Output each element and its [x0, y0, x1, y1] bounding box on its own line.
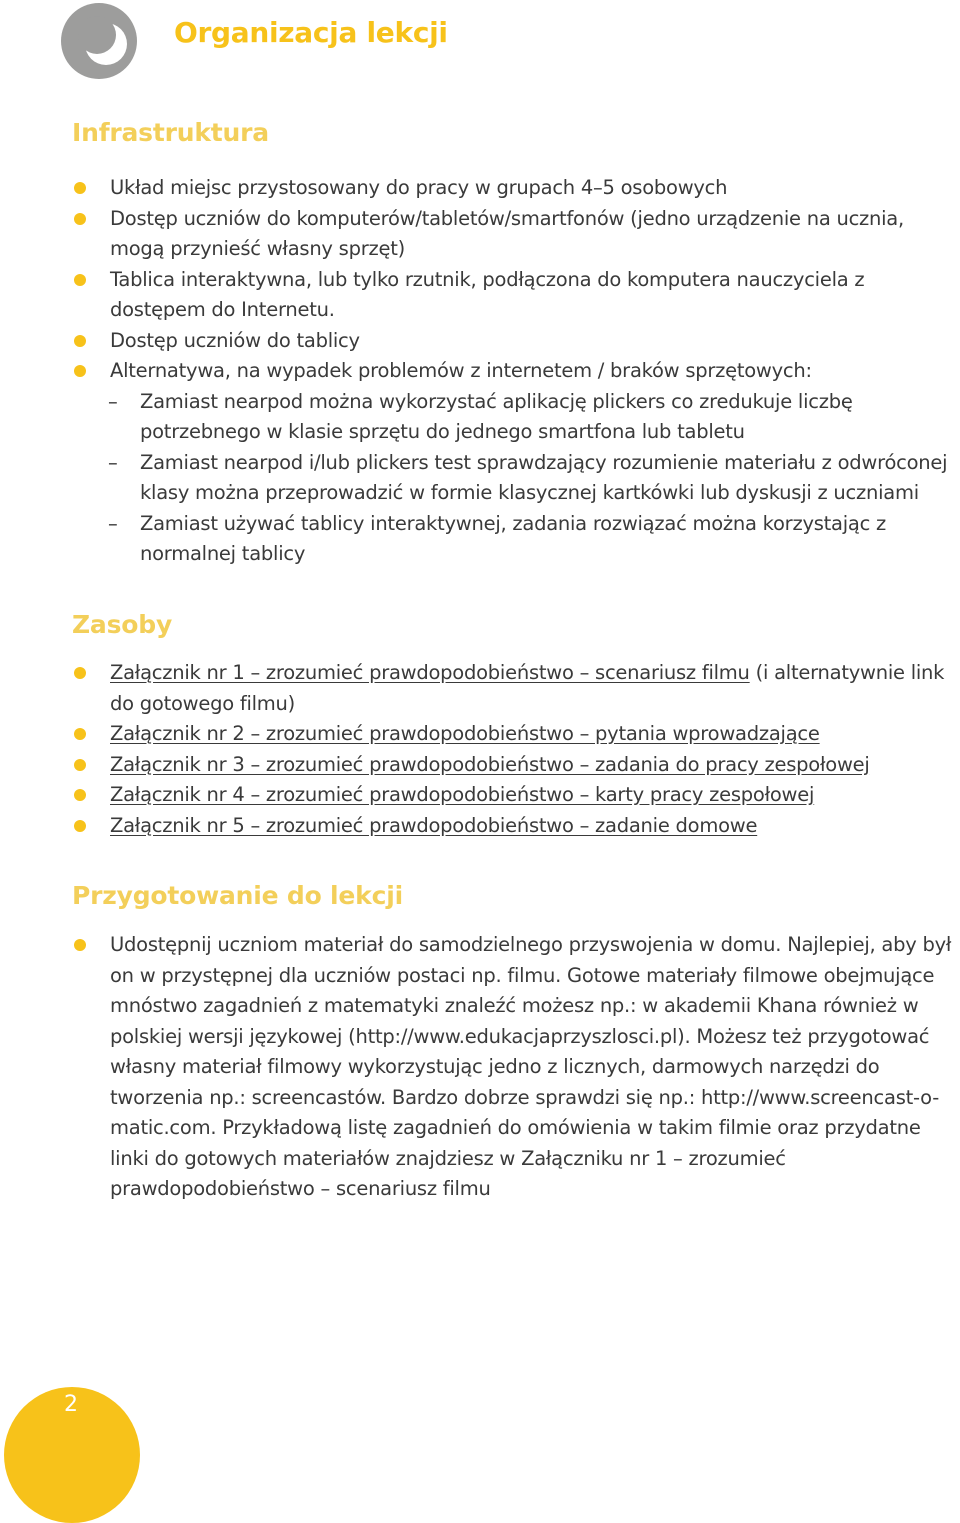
- circle-swirl-logo-icon: [60, 2, 138, 80]
- preparation-paragraph: Udostępnij uczniom materiał do samodzielnego przyswojenia w domu. Najlepiej, aby był on w przystępnej dla uczniów postaci np. filmu. Gotowe materiały filmowe obejmujące mnóstwo zagadnień z matematyki znaleźć możesz np.: w akademii Khana również w polskiej wersji językowej (http://www.edukacjaprzyszlosci.pl). Możesz też przygotować własny materiał filmowy wykorzystując jedno z licznych, darmowych narzędzi do tworzenia np.: screencastów. Bardzo dobrze sprawdzi się np.: http://www.screencast-o-matic.com. Przykładową listę zagadnień do omówienia w takim filmie oraz przydatne linki do gotowych materiałów znajdziesz w Załączniku nr 1 – zrozumieć prawdopodobieństwo – scenariusz filmu: [0, 930, 960, 1205]
- resources-heading: Zasoby: [72, 610, 173, 639]
- attachment-link-5[interactable]: Załącznik nr 5 – zrozumieć prawdopodobieństwo – zadanie domowe: [110, 813, 758, 837]
- attachment-link-2[interactable]: Załącznik nr 2 – zrozumieć prawdopodobieństwo – pytania wprowadzające: [110, 722, 820, 745]
- list-item: Dostęp uczniów do tablicy: [0, 326, 960, 357]
- list-item: Alternatywa, na wypadek problemów z internetem / braków sprzętowych:: [0, 356, 960, 387]
- infrastructure-list: [0, 173, 960, 570]
- attachment-link-4[interactable]: Załącznik nr 4 – zrozumieć prawdopodobieństwo – karty pracy zespołowej: [110, 783, 815, 806]
- list-item: [0, 780, 960, 811]
- sub-list-item: – Zamiast nearpod można wykorzystać aplikację plickers co zredukuje liczbę potrzebnego w klasie sprzętu do jednego smartfona lub tabletu: [0, 387, 960, 448]
- list-item: [0, 719, 960, 750]
- list-item: [0, 658, 960, 719]
- list-item: [0, 750, 960, 781]
- list-item: Dostęp uczniów do komputerów/tabletów/smartfonów (jedno urządzenie na ucznia, mogą przynieść własny sprzęt): [0, 204, 960, 265]
- sub-list-item: – Zamiast używać tablicy interaktywnej, zadania rozwiązać można korzystając z normalnej tablicy: [0, 509, 960, 570]
- attachment-link-1[interactable]: Załącznik nr 1 – zrozumieć prawdopodobieństwo – scenariusz filmu: [110, 661, 750, 684]
- sub-list-item: – Zamiast nearpod i/lub plickers test sprawdzający rozumienie materiału z odwróconej klasy można przeprowadzić w formie klasycznej kartkówki lub dyskusji z uczniami: [0, 448, 960, 509]
- list-item: [0, 811, 960, 842]
- preparation-list: [0, 930, 960, 1205]
- list-item: Układ miejsc przystosowany do pracy w grupach 4–5 osobowych: [0, 173, 960, 204]
- attachment-link-3[interactable]: Załącznik nr 3 – zrozumieć prawdopodobieństwo – zadania do pracy zespołowej: [110, 752, 870, 776]
- list-item: Tablica interaktywna, lub tylko rzutnik, podłączona do komputera nauczyciela z dostępem do Internetu.: [0, 265, 960, 326]
- page-number: 2: [64, 1392, 78, 1417]
- infrastructure-heading: Infrastruktura: [72, 118, 269, 147]
- attachment-note: (i alternatywnie link do gotowego filmu): [110, 661, 945, 715]
- resources-list: [0, 658, 960, 841]
- preparation-heading: Przygotowanie do lekcji: [72, 881, 403, 910]
- page-title: Organizacja lekcji: [174, 16, 448, 49]
